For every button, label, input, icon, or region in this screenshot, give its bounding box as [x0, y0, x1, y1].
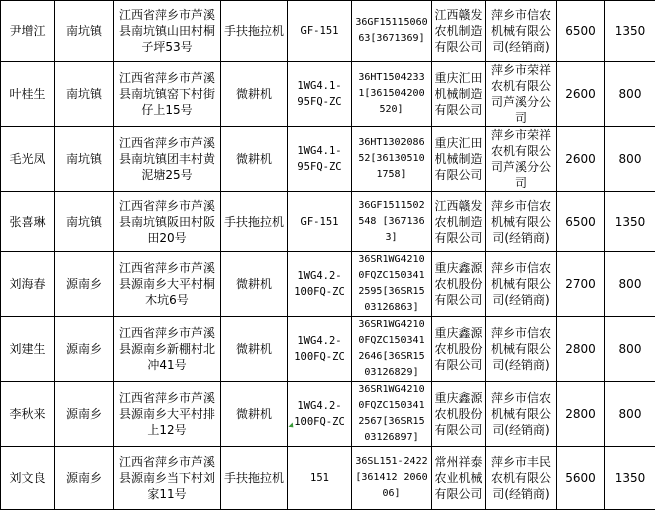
- township-cell: 南坑镇: [55, 62, 114, 127]
- model-cell: 151: [288, 447, 352, 510]
- township-cell: 南坑镇: [55, 1, 114, 62]
- machine-type-cell: 手扶拖拉机: [221, 192, 288, 252]
- table-row: [1, 447, 655, 510]
- serial-number-cell: 36SR1WG4210 0FQZC150341 2595[36SR15 03126863]: [352, 252, 432, 317]
- township-cell: 源南乡: [55, 382, 114, 447]
- price-cell: 2800: [557, 317, 605, 382]
- subsidy-cell: 800: [605, 62, 655, 127]
- address-cell: 江西省萍乡市芦溪县源南乡大平村排上12号: [114, 382, 221, 447]
- model-cell: 1WG4.2-100FQ-ZC: [288, 252, 352, 317]
- address-cell: 江西省萍乡市芦溪县南坑镇山田村桐子坪53号: [114, 1, 221, 62]
- model-cell: 1WG4.1-95FQ-ZC: [288, 127, 352, 192]
- machine-type-cell: 微耕机: [221, 317, 288, 382]
- price-cell: 6500: [557, 1, 605, 62]
- manufacturer-cell: 重庆鑫源农机股份有限公司: [432, 252, 486, 317]
- owner-name-cell: 叶桂生: [1, 62, 55, 127]
- dealer-cell: 萍乡市信农机械有限公司(经销商): [486, 252, 557, 317]
- serial-number-cell: 36HT1504233 1[361504200 520]: [352, 62, 432, 127]
- serial-number-cell: 36SL151-2422[361412 206006]: [352, 447, 432, 510]
- manufacturer-cell: 重庆鑫源农机股份有限公司: [432, 317, 486, 382]
- township-cell: 南坑镇: [55, 192, 114, 252]
- machine-type-cell: 手扶拖拉机: [221, 447, 288, 510]
- dealer-cell: 萍乡市信农机械有限公司(经销商): [486, 192, 557, 252]
- table-row: [1, 62, 655, 127]
- manufacturer-cell: 重庆鑫源农机股份有限公司: [432, 382, 486, 447]
- machine-type-cell: 微耕机: [221, 127, 288, 192]
- price-cell: 2700: [557, 252, 605, 317]
- address-cell: 江西省萍乡市芦溪县源南乡大平村桐木坑6号: [114, 252, 221, 317]
- subsidy-cell: 1350: [605, 192, 655, 252]
- machine-type-cell: 手扶拖拉机: [221, 1, 288, 62]
- address-cell: 江西省萍乡市芦溪县源南乡当下村刘家11号: [114, 447, 221, 510]
- serial-number-cell: 36HT1302086 52[36130510 1758]: [352, 127, 432, 192]
- model-cell: 1WG4.1-95FQ-ZC: [288, 62, 352, 127]
- subsidy-cell: 800: [605, 382, 655, 447]
- dealer-cell: 萍乡市荣祥农机有限公司芦溪分公司: [486, 62, 557, 127]
- table-body: [1, 1, 655, 510]
- owner-name-cell: 张喜琳: [1, 192, 55, 252]
- manufacturer-cell: 常州祥泰农业机械有限公司: [432, 447, 486, 510]
- owner-name-cell: 刘文良: [1, 447, 55, 510]
- dealer-cell: 萍乡市丰民农机有限公司(经销商): [486, 447, 557, 510]
- dealer-cell: 萍乡市信农机械有限公司(经销商): [486, 382, 557, 447]
- owner-name-cell: 尹增江: [1, 1, 55, 62]
- price-cell: 5600: [557, 447, 605, 510]
- model-cell: 1WG4.2-100FQ-ZC: [288, 382, 352, 447]
- model-cell: GF-151: [288, 192, 352, 252]
- table-row: [1, 382, 655, 447]
- serial-number-cell: 36GF1511502 548 [3671363]: [352, 192, 432, 252]
- price-cell: 2600: [557, 62, 605, 127]
- table-row: [1, 1, 655, 62]
- township-cell: 南坑镇: [55, 127, 114, 192]
- subsidy-cell: 1350: [605, 1, 655, 62]
- township-cell: 源南乡: [55, 252, 114, 317]
- owner-name-cell: 李秋来: [1, 382, 55, 447]
- manufacturer-cell: 江西赣发农机制造有限公司: [432, 192, 486, 252]
- machine-type-cell: 微耕机: [221, 382, 288, 447]
- price-cell: 6500: [557, 192, 605, 252]
- subsidy-cell: 1350: [605, 447, 655, 510]
- serial-number-cell: 36SR1WG4210 0FQZC150341 2646[36SR15 03126829]: [352, 317, 432, 382]
- owner-name-cell: 刘海春: [1, 252, 55, 317]
- table-row: [1, 252, 655, 317]
- table-row: [1, 192, 655, 252]
- manufacturer-cell: 江西赣发农机制造有限公司: [432, 1, 486, 62]
- manufacturer-cell: 重庆汇田机械制造有限公司: [432, 127, 486, 192]
- dealer-cell: 萍乡市信农机械有限公司(经销商): [486, 317, 557, 382]
- manufacturer-cell: 重庆汇田机械制造有限公司: [432, 62, 486, 127]
- table-row: [1, 317, 655, 382]
- address-cell: 江西省萍乡市芦溪县南坑镇窑下村街仔上15号: [114, 62, 221, 127]
- serial-number-cell: 36SR1WG4210 0FQZC150341 2567[36SR15 03126897]: [352, 382, 432, 447]
- model-cell: GF-151: [288, 1, 352, 62]
- dealer-cell: 萍乡市信农机械有限公司(经销商): [486, 1, 557, 62]
- owner-name-cell: 刘建生: [1, 317, 55, 382]
- owner-name-cell: 毛光凤: [1, 127, 55, 192]
- subsidy-cell: 800: [605, 317, 655, 382]
- address-cell: 江西省萍乡市芦溪县源南乡新棚村北冲41号: [114, 317, 221, 382]
- subsidy-cell: 800: [605, 252, 655, 317]
- model-cell: 1WG4.2-100FQ-ZC: [288, 317, 352, 382]
- address-cell: 江西省萍乡市芦溪县南坑镇团丰村黄泥塘25号: [114, 127, 221, 192]
- dealer-cell: 萍乡市荣祥农机有限公司芦溪分公司: [486, 127, 557, 192]
- address-cell: 江西省萍乡市芦溪县南坑镇阪田村阪田20号: [114, 192, 221, 252]
- township-cell: 源南乡: [55, 447, 114, 510]
- machine-type-cell: 微耕机: [221, 252, 288, 317]
- township-cell: 源南乡: [55, 317, 114, 382]
- subsidy-cell: 800: [605, 127, 655, 192]
- price-cell: 2800: [557, 382, 605, 447]
- machine-type-cell: 微耕机: [221, 62, 288, 127]
- table-row: [1, 127, 655, 192]
- price-cell: 2600: [557, 127, 605, 192]
- serial-number-cell: 36GF1511506063[3671369]: [352, 1, 432, 62]
